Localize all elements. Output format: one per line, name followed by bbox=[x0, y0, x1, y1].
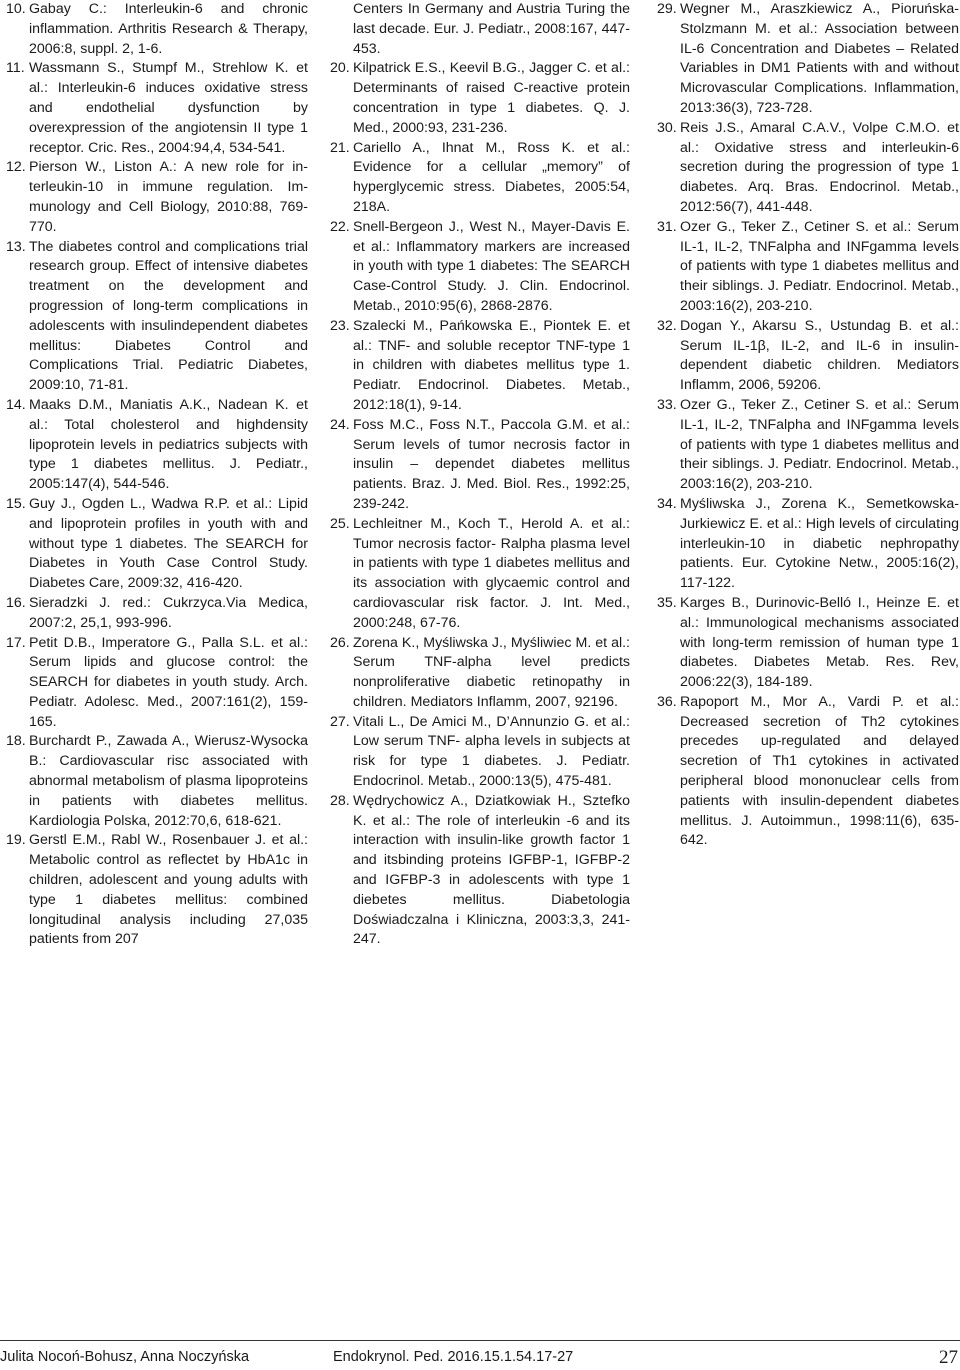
reference-text: Gerstl E.M., Rabl W., Rosenbauer J. et al.: Metabolic control as reflectet by HbA1c in children, adolescent and young adults with type 1 diabetes mellitus: combined longitudinal analysis including 27,035 patients from 207 bbox=[29, 832, 308, 948]
reference-entry bbox=[6, 59, 308, 158]
reference-entry bbox=[657, 119, 959, 218]
reference-entry bbox=[657, 218, 959, 317]
references-column-2 bbox=[330, 0, 630, 950]
reference-number: 29. bbox=[657, 1, 677, 17]
reference-text: Karges B., Durinovic-Belló I., Heinze E. et al.: Immunological mechanisms associated with long-term remission of human type 1 diabetes. Diabetes Metab. Res. Rev, 2006:22(3), 184-189. bbox=[680, 594, 959, 691]
reference-number: 35. bbox=[657, 594, 677, 611]
reference-text: Reis J.S., Amaral C.A.V., Volpe C.M.O. et al.: Oxidative stress and interleukin-6 secretion during the progression of type 1 diabetes. Arq. Bras. Endocrinol. Metab., 2012:56(7), 441-448. bbox=[680, 119, 959, 215]
reference-number: 24. bbox=[330, 416, 350, 433]
reference-text: Lechleitner M., Koch T., Herold A. et al.: Tumor necrosis factor- Ralpha plasma level in patients with type 1 diabetes mellitus and its association with glycaemic control and cardiovascular risk factor. J. Int. Med., 2000:248, 67-76. bbox=[353, 515, 630, 631]
reference-text: Wędrychowicz A., Dziatkowiak H., Sztefko K. et al.: The role of interleukin -6 and its interaction with insulin-like growth factor 1 and itsbinding proteins IGFBP-1, IGFBP-2 and IGFBP-3 in adolescents with type 1 diebetes mellitus. Diabetologia Doświadczalna i Kliniczna, 2003:3,3, 241-247. bbox=[353, 792, 630, 948]
reference-entry bbox=[657, 495, 959, 594]
reference-text: Pierson W., Liston A.: A new role for interleukin-10 in immune regulation. Immunology and Cell Biology, 2010:88, 769-770. bbox=[29, 159, 308, 235]
reference-number: 32. bbox=[657, 317, 677, 334]
reference-entry bbox=[330, 792, 630, 950]
footer-journal-citation: Endokrynol. Ped. 2016.15.1.54.17-27 bbox=[333, 1349, 574, 1365]
reference-text: Vitali L., De Amici M., D’Annunzio G. et al.: Low serum TNF- alpha levels in subjects at risk for type 1 diabetes. J. Pediatr. Endocrinol. Metab., 2000:13(5), 475-481. bbox=[353, 713, 630, 790]
reference-number: 15. bbox=[6, 495, 26, 512]
reference-entry bbox=[330, 515, 630, 634]
reference-text: Szalecki M., Pańkowska E., Piontek E. et al.: TNF- and soluble receptor TNF-type 1 in children with diabetes mellitus type 1. Pediatr. Endocrinol. Diabetes. Metab., 2012:18(1), 9-14. bbox=[353, 317, 630, 413]
reference-entry bbox=[6, 594, 308, 634]
reference-number: 11. bbox=[6, 60, 25, 77]
reference-text: Sieradzki J. red.: Cukrzyca.Via Medica, 2007:2, 25,1, 993-996. bbox=[29, 594, 308, 631]
reference-number: 25. bbox=[330, 515, 350, 532]
reference-entry bbox=[657, 317, 959, 396]
reference-text: Guy J., Ogden L., Wadwa R.P. et al.: Lipid and lipoprotein profiles in youth with and without type 1 diabetes. The SEARCH for Diabetes in Youth Case Control Study. Diabetes Care, 2009:32, 416-420. bbox=[29, 495, 308, 592]
reference-text: Wegner M., Araszkiewicz A., Pioruńska-Stolzmann M. et al.: Association between IL-6 Concentration and Diabetes – Related Variables in DM1 Patients with and without Microvascular Complications. Inflammation, 2013:36(3), 723-728. bbox=[680, 1, 959, 116]
reference-number: 22. bbox=[330, 218, 350, 235]
reference-number: 36. bbox=[657, 693, 677, 710]
reference-entry bbox=[330, 634, 630, 713]
reference-text: Petit D.B., Imperatore G., Palla S.L. et al.: Serum lipids and glucose control: the SEARCH for diabetes in youth study. Arch. Pediatr. Adolesc. Med., 2007:161(2), 159-165. bbox=[29, 634, 308, 730]
reference-number: 23. bbox=[330, 317, 350, 334]
reference-entry bbox=[6, 238, 308, 396]
reference-number: 31. bbox=[657, 218, 677, 235]
reference-number: 19. bbox=[6, 832, 26, 849]
reference-text: Ozer G., Teker Z., Cetiner S. et al.: Serum IL-1, IL-2, TNFalpha and INFgamma levels of patients with type 1 diabetes mellitus and their siblings. J. Pediatr. Endocrinol. Metab., 2003:16(2), 203-210. bbox=[680, 218, 959, 314]
reference-entry bbox=[330, 317, 630, 416]
reference-number: 14. bbox=[6, 396, 26, 413]
reference-entry bbox=[330, 59, 630, 138]
footer-authors: Julita Nocoń-Bohusz, Anna Noczyńska bbox=[0, 1349, 250, 1365]
reference-text: Cariello A., Ihnat M., Ross K. et al.: Evidence for a cellular „memory” of hyperglycemic stress. Diabetes, 2005:54, 218A. bbox=[353, 139, 630, 215]
page-number: 27 bbox=[939, 1347, 958, 1368]
reference-entry bbox=[6, 396, 308, 495]
reference-text: Zorena K., Myśliwska J., Myśliwiec M. et al.: Serum TNF-alpha level predicts nonproliferative diabetic retinopathy in children. Mediators Inflamm, 2007, 92196. bbox=[353, 634, 630, 710]
reference-text: Centers In Germany and Austria Turing the last decade. Eur. J. Pediatr., 2008:167, 447-453. bbox=[353, 1, 630, 57]
reference-entry bbox=[657, 693, 959, 851]
reference-number: 12. bbox=[6, 159, 26, 176]
reference-entry bbox=[330, 218, 630, 317]
reference-text: The diabetes control and complications trial research group. Effect of intensive diabetes treatment on the development and progression of long-term complications in adolescents with insulindependent diabetes mellitus: Diabetes Control and Complications Trial. Pediatric Diabetes, 2009:10, 71-81. bbox=[29, 238, 308, 394]
reference-text: Myśliwska J., Zorena K., Semetkowska-Jurkiewicz E. et al.: High levels of circulating interleukin-10 in diabetic nephropathy patients. Eur. Cytokine Netw., 2005:16(2), 117-122. bbox=[680, 495, 959, 592]
reference-text: Snell-Bergeon J., West N., Mayer-Davis E. et al.: Inflammatory markers are increased in youth with type 1 diabetes: The SEARCH Case-Control Study. J. Clin. Endocrinol. Metab., 2010:95(6), 2868-2876. bbox=[353, 218, 630, 314]
reference-text: Gabay C.: Interleukin-6 and chronic inflammation. Arthritis Research & Therapy, 2006:8, suppl. 2, 1-6. bbox=[29, 1, 308, 57]
reference-entry bbox=[6, 495, 308, 594]
reference-entry bbox=[330, 713, 630, 792]
reference-number: 33. bbox=[657, 396, 677, 413]
reference-text: Maaks D.M., Maniatis A.K., Nadean K. et al.: Total cholesterol and highdensity lipoprotein levels in pediatrics subjects with type 1 diabetes mellitus. J. Pediatr., 2005:147(4), 544-546. bbox=[29, 396, 308, 493]
reference-entry bbox=[6, 0, 308, 59]
reference-entry bbox=[6, 831, 308, 950]
reference-number: 26. bbox=[330, 634, 350, 651]
reference-number: 34. bbox=[657, 495, 677, 512]
reference-number: 21. bbox=[330, 139, 350, 156]
reference-text: Kilpatrick E.S., Keevil B.G., Jagger C. et al.: Determinants of raised C-reactive protein concentration in type 1 diabetes. Q. J. Med., 2000:93, 231-236. bbox=[353, 60, 630, 136]
reference-entry bbox=[657, 594, 959, 693]
reference-number: 20. bbox=[330, 60, 350, 77]
references-column-1 bbox=[6, 0, 308, 950]
reference-number: 16. bbox=[6, 594, 26, 611]
reference-text: Wassmann S., Stumpf M., Strehlow K. et al.: Interleukin-6 induces oxidative stress and endothelial dysfunction by overexpression of the angiotensin II type 1 receptor. Cric. Res., 2004:94,4, 534-541. bbox=[29, 60, 308, 156]
reference-entry bbox=[6, 158, 308, 237]
reference-number: 13. bbox=[6, 238, 26, 255]
reference-number: 10. bbox=[6, 1, 26, 17]
reference-text: Ozer G., Teker Z., Cetiner S. et al.: Serum IL-1, IL-2, TNFalpha and INFgamma levels of patients with type 1 diabetes mellitus and their siblings. J. Pediatr. Endocrinol. Metab., 2003:16(2), 203-210. bbox=[680, 396, 959, 493]
reference-entry bbox=[330, 416, 630, 515]
reference-entry bbox=[657, 0, 959, 119]
reference-entry bbox=[657, 396, 959, 495]
reference-text: Burchardt P., Zawada A., Wierusz-Wysocka B.: Cardiovascular risc associated with abnormal metabolism of plasma lipoproteins in patients with diabetes mellitus. Kardiologia Polska, 2012:70,6, 618-621. bbox=[29, 733, 308, 829]
reference-text: Foss M.C., Foss N.T., Paccola G.M. et al.: Serum levels of tumor necrosis factor in insulin – dependet diabetes mellitus patients. Braz. J. Med. Biol. Res., 1992:25, 239-242. bbox=[353, 416, 630, 512]
references-column-3 bbox=[657, 0, 959, 851]
reference-text: Dogan Y., Akarsu S., Ustundag B. et al.: Serum IL-1β, IL-2, and IL-6 in insulin-dependent diabetic children. Mediators Inflamm, 2006, 59206. bbox=[680, 317, 959, 394]
reference-number: 30. bbox=[657, 119, 677, 136]
reference-text: Rapoport M., Mor A., Vardi P. et al.: Decreased secretion of Th2 cytokines precedes up-regulated and delayed secretion of Th1 cytokines in activated peripheral blood mononuclear cells from patients with insulin-dependent diabetes mellitus. J. Autoimmun., 1998:11(6), 635-642. bbox=[680, 693, 959, 849]
page-footer bbox=[0, 1340, 960, 1370]
reference-entry bbox=[330, 139, 630, 218]
reference-entry bbox=[330, 0, 630, 59]
reference-number: 27. bbox=[330, 713, 350, 730]
reference-entry bbox=[6, 634, 308, 733]
reference-number: 28. bbox=[330, 792, 350, 809]
reference-entry bbox=[6, 732, 308, 831]
reference-number: 17. bbox=[6, 634, 26, 651]
reference-number: 18. bbox=[6, 733, 26, 750]
